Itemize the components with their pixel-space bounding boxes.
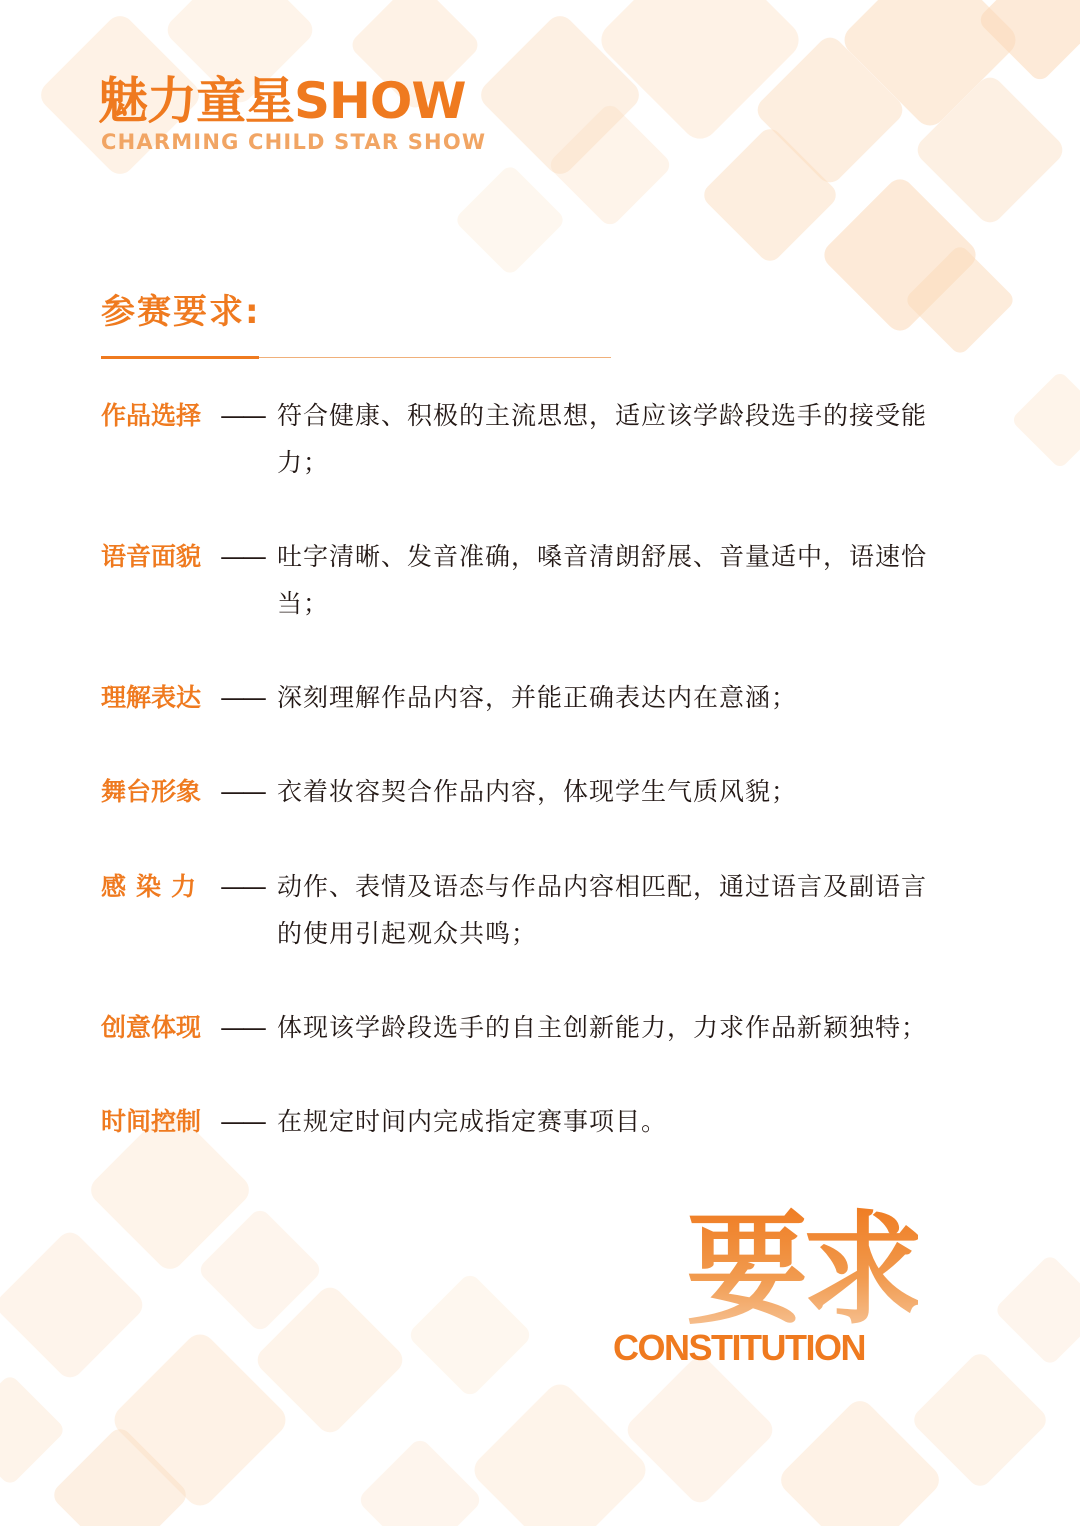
background-diamond [356,1436,483,1526]
background-diamond [993,1253,1080,1366]
brand-title-cn: 魅力童星SHOW [98,72,466,130]
requirement-label: 感染力 [101,872,207,901]
requirement-text: 在规定时间内完成指定赛事项目。 [277,1107,668,1136]
requirement-text: 衣着妆容契合作品内容，体现学生气质风貌； [277,777,798,806]
section-title: 参赛要求: [101,292,261,332]
requirement-dash: —— [220,683,264,712]
requirement-dash: —— [220,401,264,430]
requirement-dash: —— [220,1107,264,1136]
requirement-text: 深刻理解作品内容，并能正确表达内在意涵； [277,683,798,712]
constitution-subtitle: CONSTITUTION [613,1327,865,1368]
background-diamond [468,1378,652,1526]
background-diamond [406,1271,533,1398]
requirement-text: 体现该学龄段选手的自主创新能力，力求作品新颖独特； [277,1013,928,1042]
requirement-dash: —— [220,542,264,571]
background-diamond [0,1227,148,1383]
requirement-label: 时间控制 [101,1107,202,1136]
requirement-label: 舞台形象 [101,777,202,806]
requirement-text: 吐字清晰、发音准确，嗓音清朗舒展、音量适中，语速恰当； [277,542,928,618]
requirements-big-title: 要求 [686,1199,918,1341]
requirement-label: 作品选择 [101,401,202,430]
requirement-label: 理解表达 [101,683,202,712]
background-diamond [0,1373,67,1486]
background-diamond [622,1352,778,1508]
section-divider-accent [101,356,259,359]
requirement-text: 符合健康、积极的主流思想，适应该学龄段选手的接受能力； [277,401,928,477]
requirement-label: 语音面貌 [101,542,202,571]
requirement-label: 创意体现 [101,1013,202,1042]
requirement-dash: —— [220,872,264,901]
background-diamond [453,163,566,276]
requirement-dash: —— [220,777,264,806]
requirement-dash: —— [220,1013,264,1042]
brand-title-en: CHARMING CHILD STAR SHOW [101,130,487,154]
requirement-text: 动作、表情及语态与作品内容相匹配，通过语言及副语言的使用引起观众共鸣； [277,872,928,948]
background-diamond [1011,371,1080,470]
